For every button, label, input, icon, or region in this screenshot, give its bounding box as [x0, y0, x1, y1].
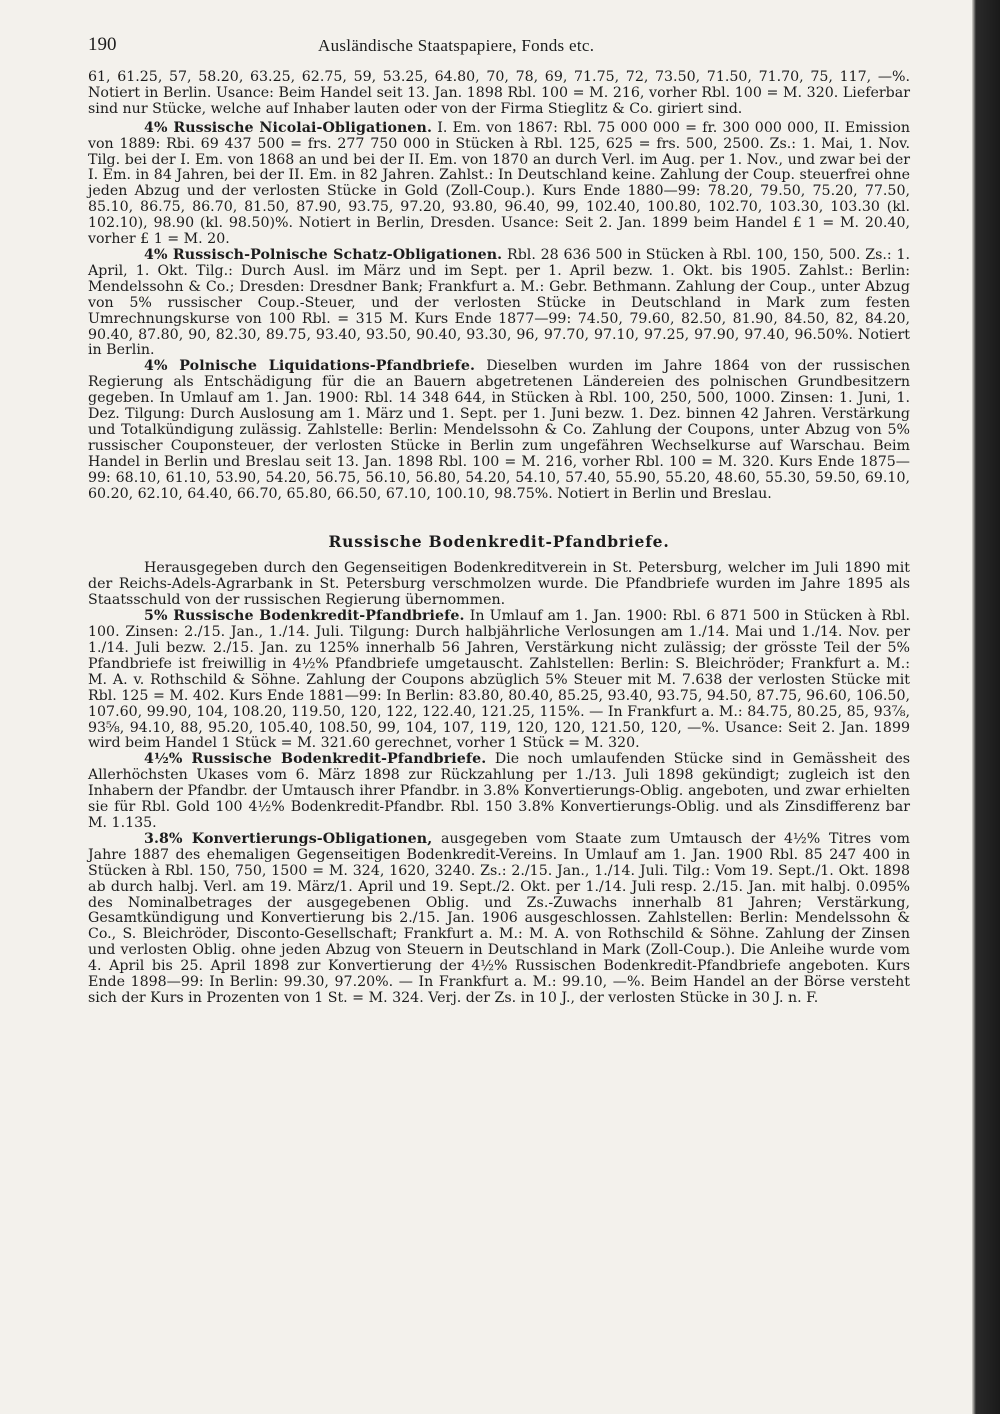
paragraph-russisch-polnische-schatz — [88, 248, 910, 359]
page-edge-shadow — [972, 0, 1000, 1414]
paragraph-text: Rbl. 28 636 500 in Stücken à Rbl. 100, 150, 500. Zs.: 1. April, 1. Okt. Tilg.: Durch Ausl. im März und im Sept. per 1. April bezw. 1. Okt. bis 1905. Zahlst.: Berlin: Mendelssohn & Co.; Dresden: Dresdner Bank; Frankfurt a. M.: Gebr. Bethmann. Zahlung der Coup., unter Abzug von 5% russischer Coup.-Steuer, und der verlosten Stücke in Deutschland in Mark zum festen Umrechnungskurse von 100 Rbl. = 315 M. Kurs Ende 1877—99: 74.50, 79.60, 82.50, 81.90, 84.50, 82, 84.20, 90.40, 87.80, 90, 82.30, 89.75, 93.40, 93.50, 90.40, 93.30, 96, 97.70, 97.10, 97.25, 97.90, 97.40, 96.50%. Notiert in Berlin. — [88, 246, 911, 359]
page-header — [88, 30, 910, 70]
paragraph-heading: 4% Russische Nicolai-Obligationen. — [144, 119, 433, 136]
paragraph-nicolai-obligationen — [88, 121, 910, 248]
paragraph-text: ausgegeben vom Staate zum Umtausch der 4½% Titres vom Jahre 1887 des ehemaligen Gegenseitigen Bodenkredit-Vereins. In Umlauf am 1. Jan. 1900 Rbl. 85 247 400 in Stücken à Rbl. 150, 750, 1500 = M. 324, 1620, 3240. Zs.: 2./15. Jan., 1./14. Juli. Tilg.: Vom 19. Sept./1. Okt. 1898 ab durch halbj. Verl. am 19. März/1. April und 19. Sept./2. Okt. per 1./14. Juli resp. 2./15. Jan. mit halbj. 0.095% des Nominalbetrages der ausgegebenen Oblig. und Zs.-Zuwachs innerhalb 81 Jahren; Verstärkung, Gesamtkündigung und Konvertierung bis 2./15. Jan. 1906 ausgeschlossen. Zahlstellen: Berlin: Mendelssohn & Co., S. Bleichröder, Disconto-Gesellschaft; Frankfurt a. M.: M. A. von Rothschild & Söhne. Zahlung der Zinsen und verlosten Oblig. ohne jeden Abzug von Steuern in Deutschland in Mark (Zoll-Coup.). Die Anleihe wurde vom 4. April bis 25. April 1898 zur Konvertierung der 4½% Russischen Bodenkredit-Pfandbriefe angeboten. Kurs Ende 1898—99: In Berlin: 99.30, 97.20%. — In Frankfurt a. M.: 99.10, —%. Beim Handel an der Börse versteht sich der Kurs in Prozenten von 1 St. = M. 324. Verj. der Zs. in 10 J., der verlosten Stücke in 30 J. n. F. — [88, 830, 910, 1006]
paragraph-section-intro — [88, 561, 910, 609]
paragraph-text: I. Em. von 1867: Rbl. 75 000 000 = fr. 300 000 000, II. Emission von 1889: Rbi. 69 437 500 = frs. 277 750 000 in Stücken à Rbl. 125, 625 = frs. 500, 2500. Zs.: 1. Mai, 1. Nov. Tilg. bei der I. Em. von 1868 an und bei der II. Em. von 1870 an durch Verl. im Aug. per 1. Nov., und zwar bei der I. Em. in 84 Jahren, bei der II. Em. in 82 Jahren. Zahlst.: In Deutschland keine. Zahlung der Coup. steuerfrei ohne jeden Abzug und der verlosten Stücke in Gold (Zoll-Coup.). Kurs Ende 1880—99: 78.20, 79.50, 75.20, 77.50, 85.10, 86.75, 86.70, 81.50, 87.90, 93.75, 97.20, 93.80, 96.40, 99, 102.40, 100.80, 102.70, 103.30, 103.30 (kl. 102.10), 98.90 (kl. 98.50)%. Notiert in Berlin, Dresden. Usance: Seit 2. Jan. 1899 beim Handel £ 1 = M. 20.40, vorher £ 1 = M. 20. — [88, 119, 911, 248]
running-title: Ausländische Staatspapiere, Fonds etc. — [318, 36, 595, 55]
paragraph-5pct-bodenkredit — [88, 609, 910, 752]
paragraph-heading: 4% Russisch-Polnische Schatz-Obligationen. — [144, 246, 503, 263]
paragraph-text: In Umlauf am 1. Jan. 1900: Rbl. 6 871 500 in Stücken à Rbl. 100. Zinsen: 2./15. Jan., 1./14. Juli. Tilgung: Durch halbjährliche Verlosungen am 1./14. Mai und 1./14. Nov. per 1./14. Juli bezw. 2./15. Jan. zu 125% innerhalb 56 Jahren, Verstärkung nicht zulässig; der grösste Teil der 5% Pfandbriefe ist freiwillig in 4½% Pfandbriefe umgetauscht. Zahlstellen: Berlin: S. Bleichröder; Frankfurt a. M.: M. A. v. Rothschild & Söhne. Zahlung der Coupons abzüglich 5% Steuer mit M. 7.638 der verlosten Stücke mit Rbl. 125 = M. 402. Kurs Ende 1881—99: In Berlin: 83.80, 80.40, 85.25, 93.40, 93.75, 94.50, 87.75, 96.60, 106.50, 107.60, 99.90, 104, 108.20, 119.50, 120, 122, 122.40, 121.25, 115%. — In Frankfurt a. M.: 84.75, 80.25, 85, 93⅞, 93⅝, 94.10, 88, 95.20, 105.40, 108.50, 99, 104, 107, 119, 120, 120, 121.50, 120, —%. Usance: Seit 2. Jan. 1899 wird beim Handel 1 Stück = M. 321.60 gerechnet, vorher 1 Stück = M. 320. — [88, 608, 911, 752]
paragraph-polnische-liquidations — [88, 359, 910, 502]
paragraph-heading: 3.8% Konvertierungs-Obligationen, — [144, 830, 433, 847]
paragraph-text: Herausgegeben durch den Gegenseitigen Bodenkreditverein in St. Petersburg, welcher im Juli 1890 mit der Reichs-Adels-Agrarbank in St. Petersburg verschmolzen wurde. Die Pfandbriefe wurden im Jahre 1895 als Staatsschuld von der russischen Regierung übernommen. — [88, 560, 910, 609]
paragraph-text: Dieselben wurden im Jahre 1864 von der russischen Regierung als Entschädigung für die an Bauern abgetretenen Ländereien des polnischen Grundbesitzern gegeben. In Umlauf am 1. Jan. 1900: Rbl. 14 348 644, in Stücken à Rbl. 100, 250, 500, 1000. Zinsen: 1. Juni, 1. Dez. Tilgung: Durch Auslosung am 1. März und 1. Sept. per 1. Juni bezw. 1. Dez. binnen 42 Jahren. Verstärkung und Totalkündigung zulässig. Zahlstelle: Berlin: Mendelssohn & Co. Zahlung der Coupons, unter Abzug von 5% russischer Couponsteuer, der verlosten Stücke in Berlin zum ungefähren Wechselkurse auf Warschau. Beim Handel in Berlin und Breslau seit 13. Jan. 1898 Rbl. 100 = M. 216, vorher Rbl. 100 = M. 320. Kurs Ende 1875—99: 68.10, 61.10, 53.90, 54.20, 56.75, 56.10, 56.80, 54.20, 54.10, 57.40, 55.90, 55.20, 48.60, 55.30, 59.50, 69.10, 60.20, 62.10, 64.40, 66.70, 65.80, 66.50, 67.10, 100.10, 98.75%. Notiert in Berlin und Breslau. — [88, 358, 910, 502]
paragraph-heading: 4½% Russische Bodenkredit-Pfandbriefe. — [144, 751, 487, 768]
page-number: 190 — [88, 34, 117, 55]
paragraph-heading: 5% Russische Bodenkredit-Pfandbriefe. — [144, 608, 465, 625]
document-page — [88, 30, 910, 1007]
paragraph-text: 61, 61.25, 57, 58.20, 63.25, 62.75, 59, 53.25, 64.80, 70, 78, 69, 71.75, 72, 73.50, 71.50, 71.70, 75, 117, —%. Notiert in Berlin. Usance: Beim Handel seit 13. Jan. 1898 Rbl. 100 = M. 216, vorher Rbl. 100 = M. 320. Lieferbar sind nur Stücke, welche auf Inhaber lauten oder von der Firma Stieglitz & Co. giriert sind. — [88, 69, 910, 117]
section-title: Russische Bodenkredit-Pfandbriefe. — [328, 532, 670, 552]
paragraph-konvertierungs-obligationen — [88, 832, 910, 1007]
paragraph-continuation — [88, 70, 910, 118]
paragraph-heading: 4% Polnische Liquidations-Pfandbriefe. — [144, 358, 476, 375]
paragraph-4-5pct-bodenkredit — [88, 752, 910, 832]
paragraph-text: Die noch umlaufenden Stücke sind in Gemässheit des Allerhöchsten Ukases vom 6. März 1898 zur Rückzahlung per 1./13. Juli 1898 gekündigt; zugleich ist den Inhabern der Pfandbr. der Umtausch ihrer Pfandbr. in 3.8% Konvertierungs-Oblig. angeboten, und zwar erhielten sie für Rbl. Gold 100 4½% Bodenkredit-Pfandbr. Rbl. 150 3.8% Konvertierungs-Oblig. und als Zinsdifferenz bar M. 1.135. — [88, 751, 910, 831]
